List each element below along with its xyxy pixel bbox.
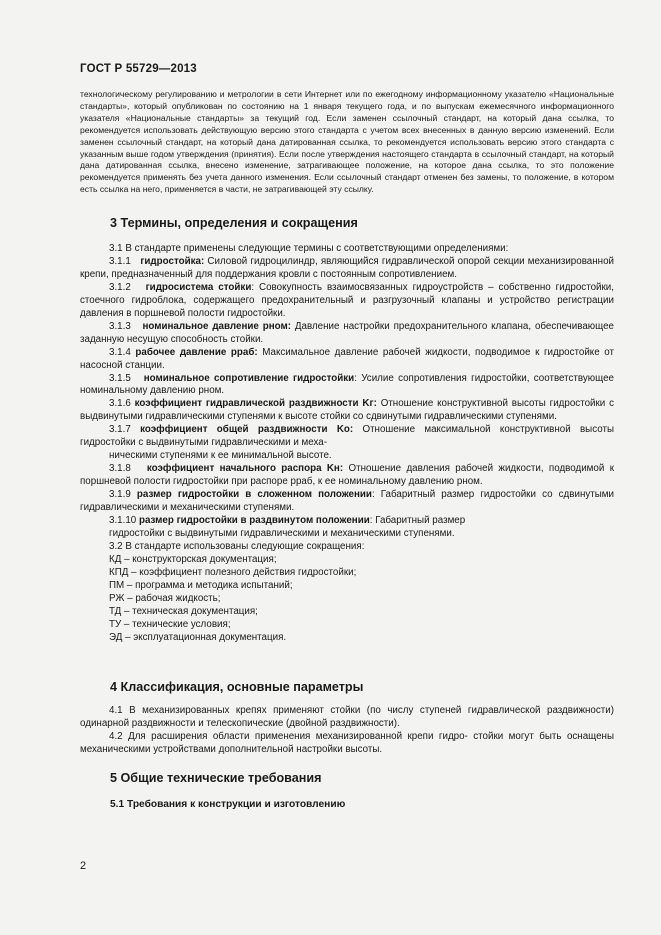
paragraph-4-2: 4.2 Для расширения области применения механизированной крепи гидро- стойки могут быть оснащены механическими устройствами дополнительной настройки высоты.	[80, 730, 614, 755]
paragraph-4-1: 4.1 В механизированных крепях применяют стойки (по числу ступеней гидравлической раздвижности) одинарной раздвижности и телескопические (двойной раздвижности).	[80, 705, 614, 729]
abbreviation-item: КПД – коэффициент полезного действия гидростойки;	[109, 566, 357, 578]
abbreviation-item: ТД – техническая документация;	[109, 605, 258, 617]
section-3-body	[80, 243, 614, 645]
abbreviation-item: КД – конструкторская документация;	[109, 553, 277, 565]
section-4-title: 4 Классификация, основные параметры	[110, 680, 364, 694]
terms-lead: 3.1 В стандарте применены следующие термины с соответствующими определениями:	[109, 243, 509, 254]
abbreviation-item: РЖ – рабочая жидкость;	[109, 592, 221, 604]
section-4-body	[80, 705, 614, 757]
section-5-title: 5 Общие технические требования	[110, 771, 322, 785]
abbreviation-item: ПМ – программа и методика испытаний;	[109, 579, 293, 591]
term-3-1-8: 3.1.8 коэффициент начального распора Kн: Отношение давления рабочей жидкости, подводимой к поршневой полости гидростойки при распоре pраб, к ее номинальному давлению pном.	[80, 463, 614, 488]
term-3-1-6: 3.1.6 коэффициент гидравлической раздвижности Kг: Отношение конструктивной высоты гидростойки с выдвинутыми гидравлическими ступенями к высоте стойки со сдвинутыми гидравлическими ступенями.	[80, 398, 614, 423]
abbreviation-item: ТУ – технические условия;	[109, 618, 231, 630]
page-number: 2	[80, 860, 87, 872]
section-3-title: 3 Термины, определения и сокращения	[110, 216, 358, 230]
subsection-5-1-title: 5.1 Требования к конструкции и изготовлению	[110, 799, 346, 810]
term-3-1-9: 3.1.9 размер гидростойки в сложенном положении: Габаритный размер гидростойки со сдвинутыми гидравлическими и механическими ступенями.	[80, 489, 614, 514]
term-3-1-7: 3.1.7 коэффициент общей раздвижности Kо: Отношение максимальной конструктивной высоты гидростойки с выдвинутыми гидравлическими и меха-	[80, 424, 614, 449]
abbreviation-item: ЭД – эксплуатационная документация.	[109, 631, 287, 643]
term-3-1-7-continued: ническими ступенями к ее минимальной высоте.	[109, 450, 332, 462]
standard-designation: ГОСТ Р 55729—2013	[80, 63, 197, 75]
term-3-1-5: 3.1.5 номинальное сопротивление гидростойки: Усилие сопротивления гидростойки, соответствующее номинальному давлению pном.	[80, 372, 615, 397]
term-3-1-10: 3.1.10 размер гидростойки в раздвинутом положении: Габаритный размер	[109, 515, 466, 527]
term-3-1-3: 3.1.3 номинальное давление pном: Давление настройки предохранительного клапана, обеспечивающее заданную несущую способность стойки.	[80, 320, 614, 345]
term-3-1-10-continued: гидростойки с выдвинутыми гидравлическими и механическими ступенями.	[109, 527, 455, 539]
term-3-1-1: 3.1.1 гидростойка: Силовой гидроцилиндр, являющийся гидравлической опорой секции механизированной крепи, предназначенный для поддержания кровли с постоянным сопротивлением.	[80, 255, 614, 280]
term-3-1-4: 3.1.4 рабочее давление pраб: Максимальное давление рабочей жидкости, подводимое к гидростойке от насосной станции.	[80, 346, 614, 371]
abbreviations-lead: 3.2 В стандарте использованы следующие сокращения:	[109, 540, 365, 552]
intro-paragraph: технологическому регулированию и метрологии в сети Интернет или по ежегодному информационному указателю «Национальные стандарты», который опубликован по состоянию на 1 января текущего года, и по выпускам ежемесячного информационного указателя «Национальные стандарты» за текущий год. Если заменен ссылочный стандарт, на который дана ссылка, то рекомендуется использовать действующую версию этого стандарта с учетом всех внесенных в данную версию изменений. Если заменен ссылочный стандарт, на который дана датированная ссылка, то рекомендуется использовать версию этого стандарта с указанным выше годом утверждения (принятия). Если после утверждения настоящего стандарта в ссылочный стандарт, на который дана датированная ссылка, внесено изменение, затрагивающее положение, на которое дана ссылка, то это положение рекомендуется применять без учета данного изменения. Если ссылочный стандарт отменен без замены, то положение, в котором есть ссылка на него, применяется в части, не затрагивающей эту ссылку.	[80, 89, 614, 195]
intro-text	[80, 89, 614, 196]
term-3-1-2: 3.1.2 гидросистема стойки: Совокупность взаимосвязанных гидроустройств – собственно гидростойки, стоечного гидроблока, содержащего предохранительный и разгрузочный клапаны и устройство регистрации давления в поршневой полости гидростойки.	[80, 281, 614, 319]
